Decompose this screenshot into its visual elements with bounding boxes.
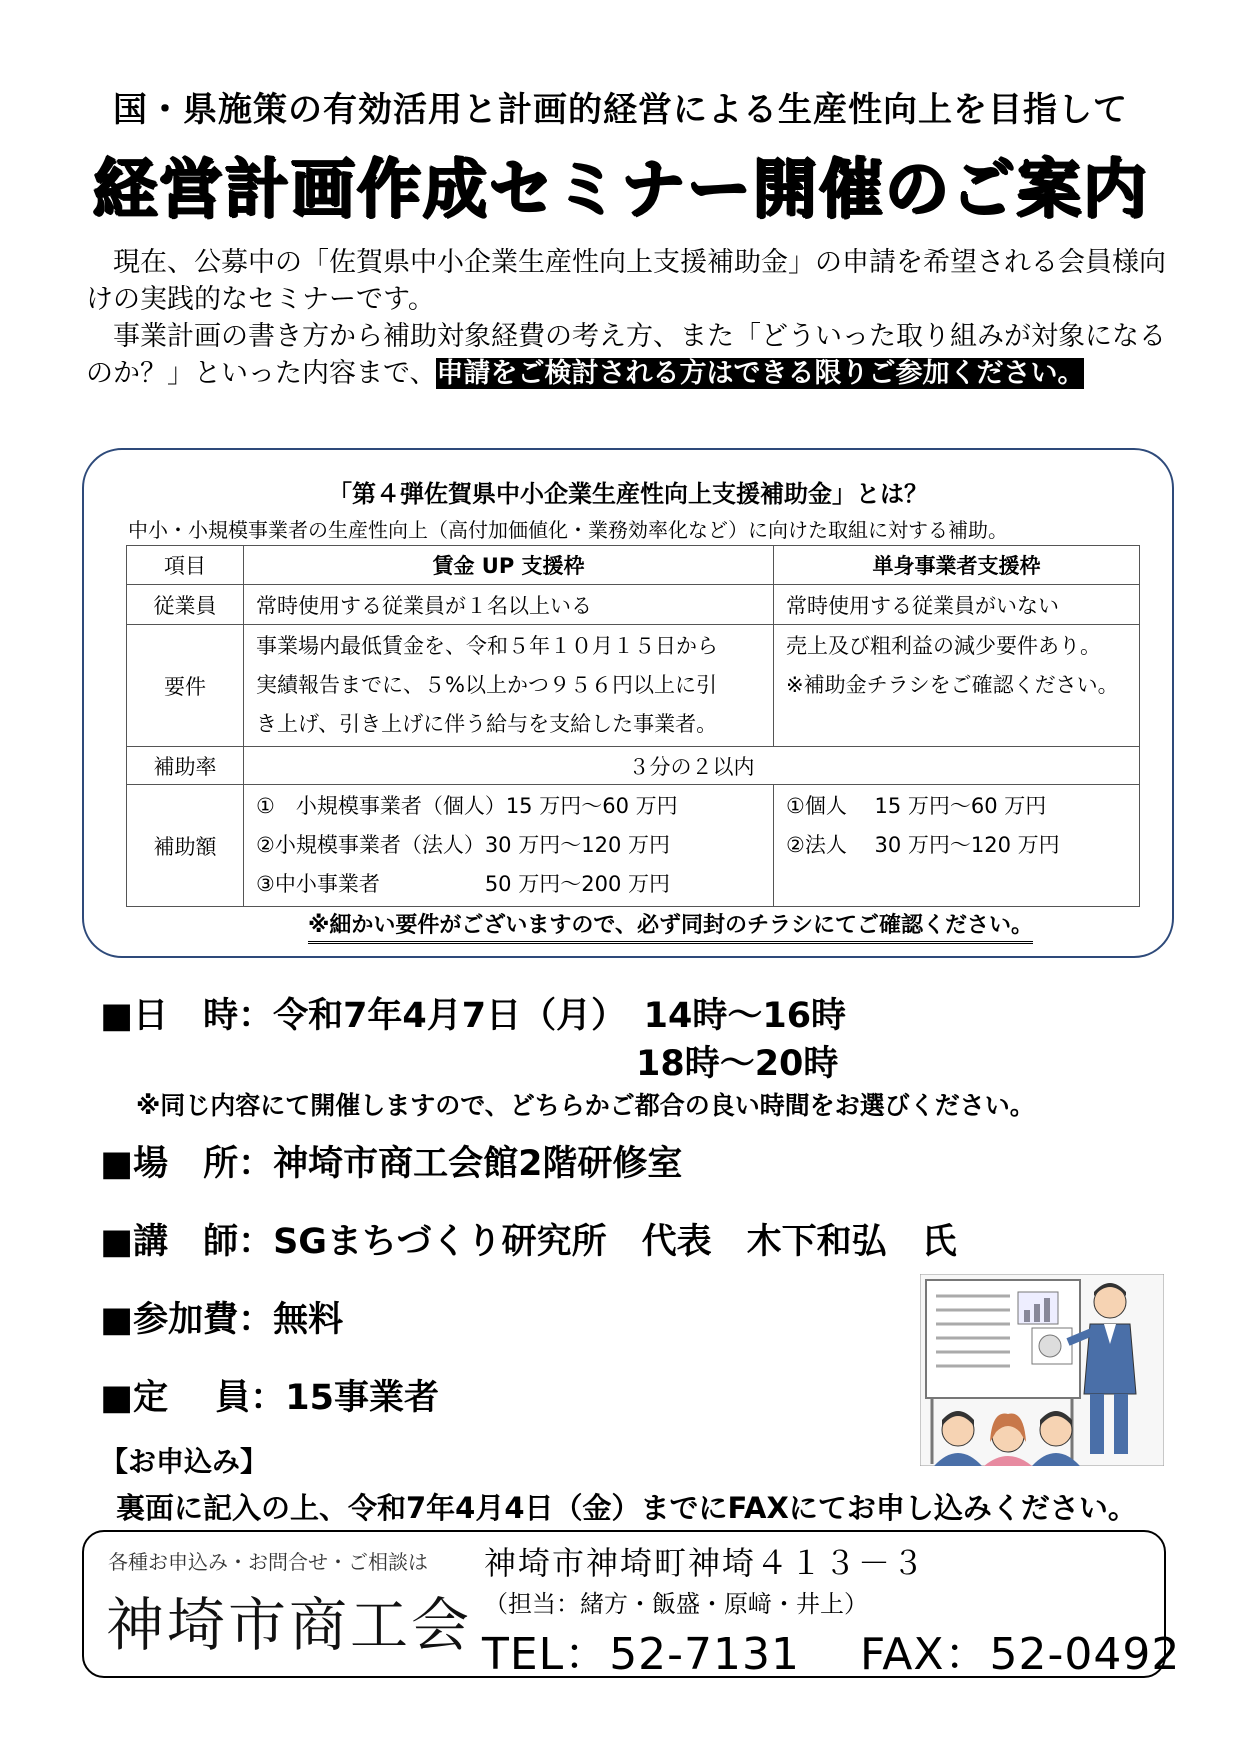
table-row — [127, 585, 1140, 625]
employees-single: 常時使用する従業員がいない — [774, 585, 1140, 625]
row-label-amount: 補助額 — [127, 785, 244, 907]
amount-single — [774, 785, 1140, 907]
contact-staff: （担当：緒方・飯盛・原﨑・井上） — [484, 1590, 868, 1618]
requirements-wage-line: 事業場内最低賃金を、令和５年１０月１５日から — [256, 634, 718, 658]
rate-value: ３分の２以内 — [244, 747, 1140, 785]
subsidy-table — [126, 545, 1140, 907]
contact-lead: 各種お申込み・お問合せ・ご相談は — [108, 1550, 428, 1574]
requirements-wage-line: 実績報告までに、５%以上かつ９５６円以上に引 — [256, 673, 717, 697]
intro-highlight: 申請をご検討される方はできる限りご参加ください。 — [436, 358, 1085, 389]
header-wage-up: 賃金 UP 支援枠 — [244, 546, 774, 585]
row-label-rate: 補助率 — [127, 747, 244, 785]
event-place: ■場 所：神埼市商工会館2階研修室 — [100, 1144, 683, 1184]
amount-single-line: ①個人 15 万円～60 万円 — [786, 794, 1047, 818]
apply-instructions: 裏面に記入の上、令和7年4月4日（金）までにFAXにてお申し込みください。 — [116, 1491, 1137, 1525]
event-datetime: ■日 時：令和7年4月7日（月） 14時～16時 — [100, 996, 847, 1036]
event-fee: ■参加費：無料 — [100, 1300, 344, 1340]
table-header-row — [127, 546, 1140, 585]
apply-heading: 【お申込み】 — [100, 1445, 269, 1478]
row-label-employees: 従業員 — [127, 585, 244, 625]
event-capacity: ■定 員：15事業者 — [100, 1378, 439, 1418]
event-lecturer: ■講 師：SGまちづくり研究所 代表 木下和弘 氏 — [100, 1222, 957, 1262]
employees-wage: 常時使用する従業員が１名以上いる — [244, 585, 774, 625]
requirements-single — [774, 625, 1140, 747]
amount-wage-line: ③中小事業者 50 万円～200 万円 — [256, 872, 670, 896]
contact-tel-fax: TEL：52-7131 FAX：52-0492 — [482, 1629, 1181, 1680]
intro-text — [86, 244, 1176, 392]
table-row — [127, 747, 1140, 785]
page-title: 経営計画作成セミナー開催のご案内 — [92, 153, 1149, 227]
table-row — [127, 785, 1140, 907]
amount-wage — [244, 785, 774, 907]
event-datetime-second: 18時～20時 — [636, 1044, 839, 1084]
table-row — [127, 625, 1140, 747]
intro-paragraph-2 — [86, 318, 1176, 392]
subsidy-info-title: 「第４弾佐賀県中小企業生産性向上支援補助金」とは？ — [328, 480, 928, 508]
header-item: 項目 — [127, 546, 244, 585]
row-label-requirements: 要件 — [127, 625, 244, 747]
requirements-wage — [244, 625, 774, 747]
page-subtitle: 国・県施策の有効活用と計画的経営による生産性向上を目指して — [113, 90, 1128, 130]
intro-paragraph-2-text: 事業計画の書き方から補助対象経費の考え方、また「どういった取り組みが対象になるのか？」といった内容まで、 — [86, 321, 1166, 389]
intro-paragraph-1: 現在、公募中の「佐賀県中小企業生産性向上支援補助金」の申請を希望される会員様向けの実践的なセミナーです。 — [86, 247, 1166, 315]
datetime-note: ※同じ内容にて開催しますので、どちらかご都合の良い時間をお選びください。 — [136, 1091, 1035, 1120]
requirements-single-line: ※補助金チラシをご確認ください。 — [786, 673, 1119, 697]
contact-address: 神埼市神埼町神埼４１３－３ — [484, 1544, 927, 1582]
amount-single-line: ②法人 30 万円～120 万円 — [786, 833, 1060, 857]
requirements-wage-line: き上げ、引き上げに伴う給与を支給した事業者。 — [256, 712, 718, 736]
seminar-presentation-illustration — [920, 1274, 1164, 1466]
subsidy-info-description: 中小・小規模事業者の生産性向上（高付加価値化・業務効率化など）に向けた取組に対する補助。 — [128, 518, 1008, 542]
amount-wage-line: ②小規模事業者（法人）30 万円～120 万円 — [256, 833, 670, 857]
contact-organization: 神埼市商工会 — [106, 1591, 473, 1659]
flyer-note: ※細かい要件がございますので、必ず同封のチラシにてご確認ください。 — [308, 908, 1033, 944]
amount-wage-line: ① 小規模事業者（個人）15 万円～60 万円 — [256, 794, 678, 818]
requirements-single-line: 売上及び粗利益の減少要件あり。 — [786, 634, 1101, 658]
header-single: 単身事業者支援枠 — [774, 546, 1140, 585]
